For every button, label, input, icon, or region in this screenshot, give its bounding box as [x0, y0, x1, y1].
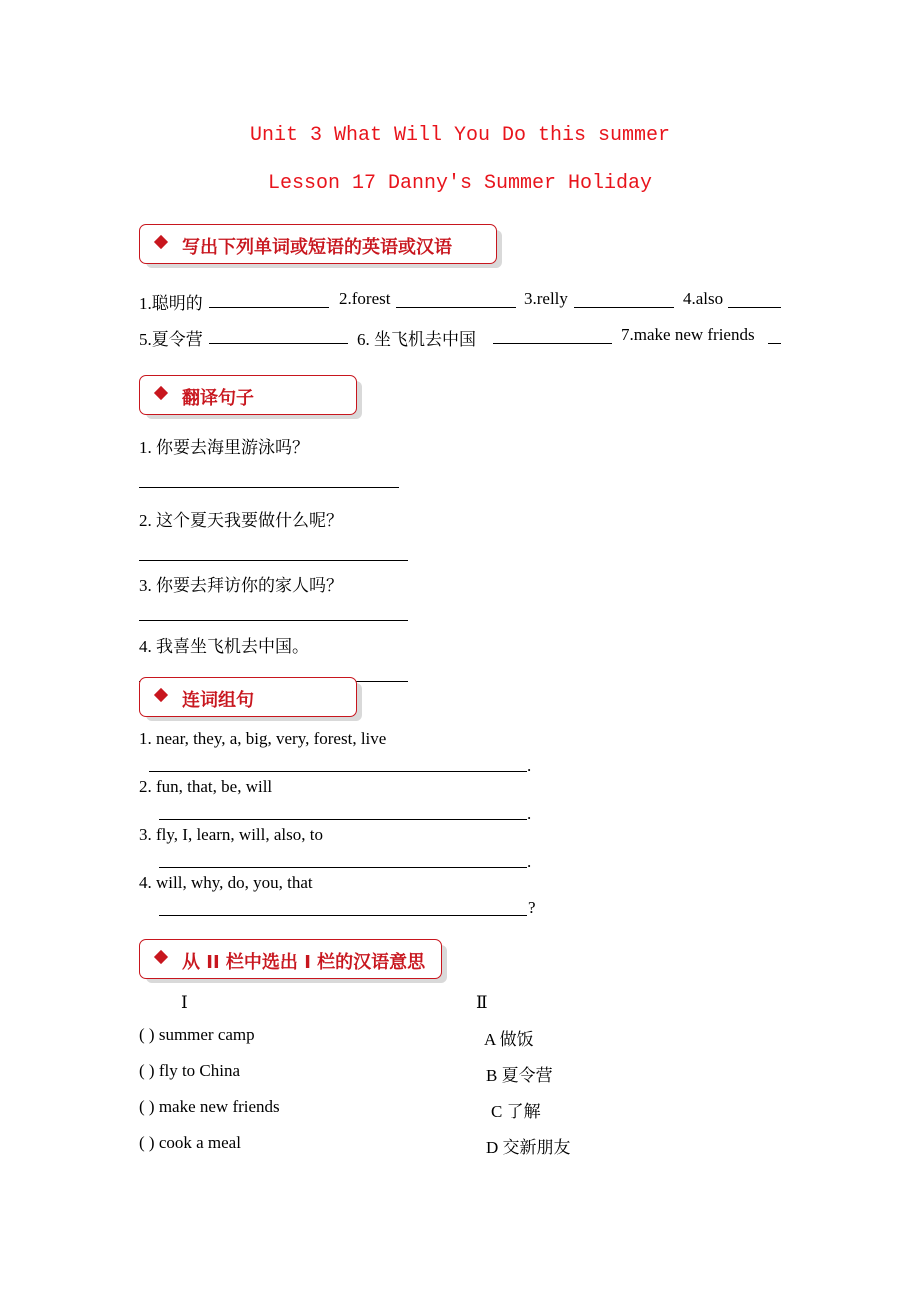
- section-heading: 翻译句子: [182, 388, 254, 409]
- translate-item-2: 2. 这个夏天我要做什么呢？: [139, 511, 343, 530]
- answer-line[interactable]: [139, 487, 399, 488]
- vocab-item-1: 1.聪明的: [139, 294, 203, 313]
- sentence-end-mark: ?: [528, 898, 536, 917]
- sentence-end-mark: .: [527, 804, 532, 823]
- answer-blank[interactable]: [209, 343, 348, 344]
- sentence-end-mark: .: [527, 756, 532, 775]
- diamond-bullet-icon: [154, 950, 168, 964]
- answer-blank[interactable]: [768, 343, 781, 344]
- answer-blank[interactable]: [728, 307, 781, 308]
- section-heading: 从 II 栏中选出 I 栏的汉语意思: [182, 952, 426, 973]
- column-2-header: Ⅱ: [476, 993, 488, 1012]
- diamond-bullet-icon: [154, 386, 168, 400]
- vocab-item-4: 4.also: [683, 289, 724, 308]
- section-header-word-order: [139, 677, 357, 717]
- column-1-header: Ⅰ: [181, 993, 188, 1012]
- section-header-translate: [139, 375, 357, 415]
- word-order-item-1: 1. near, they, a, big, very, forest, live: [139, 729, 387, 748]
- unit-title: Unit 3 What Will You Do this summer: [249, 124, 671, 147]
- sentence-end-mark: .: [527, 852, 532, 871]
- diamond-bullet-icon: [154, 235, 168, 249]
- vocab-item-7: 7.make new friends: [621, 325, 755, 344]
- vocab-item-5: 5.夏令营: [139, 330, 203, 349]
- translate-item-3: 3. 你要去拜访你的家人吗？: [139, 576, 343, 595]
- section-heading: 连词组句: [182, 690, 254, 711]
- translate-item-4: 4. 我喜坐飞机去中国。: [139, 637, 309, 656]
- answer-line[interactable]: [139, 620, 408, 621]
- word-order-item-2: 2. fun, that, be, will: [139, 777, 273, 796]
- word-order-item-4: 4. will, why, do, you, that: [139, 873, 313, 892]
- match-left-item: ( ) make new friends: [139, 1097, 280, 1116]
- answer-line[interactable]: [139, 560, 408, 561]
- answer-line[interactable]: [159, 915, 527, 916]
- lesson-title: Lesson 17 Danny's Summer Holiday: [267, 172, 653, 195]
- match-right-item: D 交新朋友: [486, 1138, 571, 1157]
- diamond-bullet-icon: [154, 688, 168, 702]
- vocab-item-6: 6. 坐飞机去中国: [357, 330, 476, 349]
- word-order-item-3: 3. fly, I, learn, will, also, to: [139, 825, 323, 844]
- translate-item-1: 1. 你要去海里游泳吗？: [139, 438, 309, 457]
- section-heading: 写出下列单词或短语的英语或汉语: [182, 237, 452, 258]
- answer-blank[interactable]: [209, 307, 329, 308]
- answer-blank[interactable]: [396, 307, 516, 308]
- answer-line[interactable]: [159, 819, 527, 820]
- match-right-item: B 夏令营: [486, 1066, 553, 1085]
- vocab-item-3: 3.relly: [524, 289, 568, 308]
- answer-blank[interactable]: [493, 343, 612, 344]
- vocab-item-2: 2.forest: [339, 289, 391, 308]
- match-left-item: ( ) summer camp: [139, 1025, 255, 1044]
- answer-line[interactable]: [159, 867, 527, 868]
- section-header-matching: [139, 939, 442, 979]
- match-right-item: C 了解: [491, 1102, 541, 1121]
- match-right-item: A 做饭: [484, 1030, 534, 1049]
- section-header-vocabulary: [139, 224, 497, 264]
- answer-line[interactable]: [149, 771, 527, 772]
- answer-blank[interactable]: [574, 307, 674, 308]
- match-left-item: ( ) cook a meal: [139, 1133, 241, 1152]
- match-left-item: ( ) fly to China: [139, 1061, 241, 1080]
